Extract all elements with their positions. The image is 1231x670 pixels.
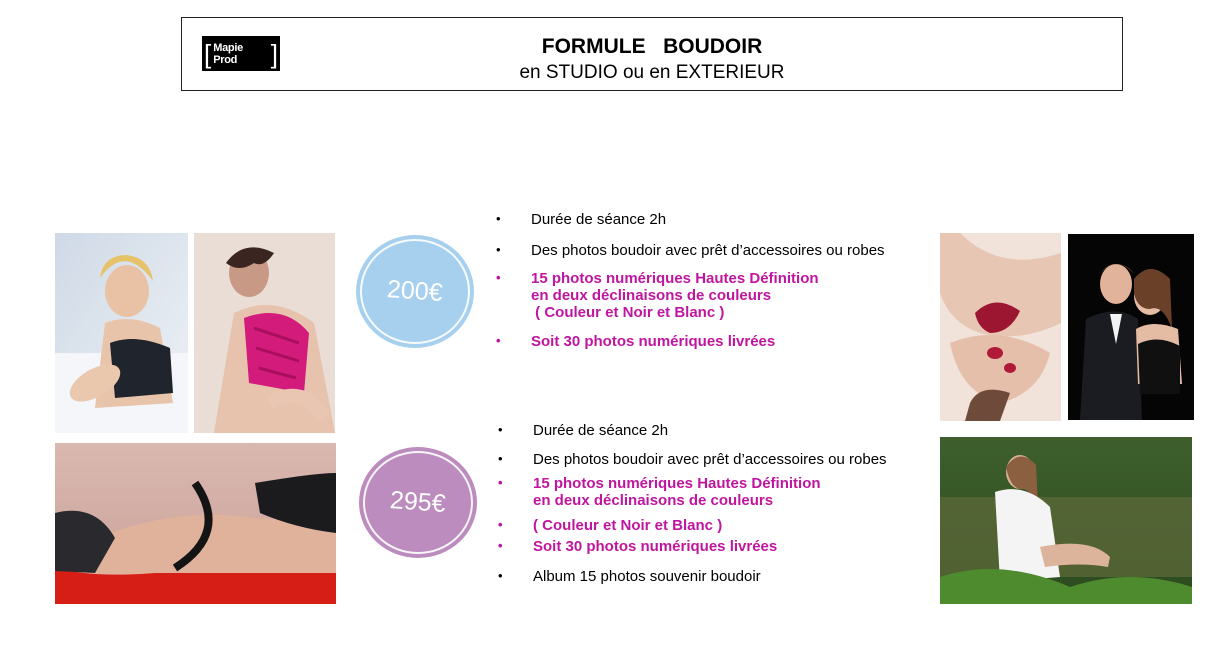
feature-item: • Durée de séance 2h [496, 211, 667, 228]
price-label: 200€ [386, 275, 444, 307]
logo-text: Mapie Prod [213, 41, 243, 66]
feature-item: • Durée de séance 2h [498, 422, 669, 439]
feature-item: • Album 15 photos souvenir boudoir [498, 568, 761, 585]
price-label: 295€ [389, 486, 447, 518]
header-box [181, 17, 1123, 91]
feature-item: • Des photos boudoir avec prêt d’accessoires ou robes [496, 242, 885, 259]
page-title: FORMULE BOUDOIR [541, 35, 763, 58]
photo-pink-corset [194, 233, 335, 433]
feature-item: • 15 photos numériques Hautes Définition en deux déclinaisons de couleurs ( Couleur et Noir et Blanc ) [496, 270, 819, 321]
price-circle-295 [359, 447, 477, 558]
page-subtitle: en STUDIO ou en EXTERIEUR [519, 62, 785, 83]
feature-item: • ( Couleur et Noir et Blanc ) [498, 517, 723, 534]
photo-stockings-red [55, 443, 336, 604]
photo-blonde-lingerie [55, 233, 188, 433]
mapie-prod-logo: [ Mapie Prod ] [202, 36, 280, 71]
photo-river-shirt [940, 437, 1192, 604]
feature-item: • Soit 30 photos numériques livrées [498, 538, 778, 555]
feature-item: • Des photos boudoir avec prêt d’accessoires ou robes [498, 451, 887, 468]
feature-item: • 15 photos numériques Hautes Définition en deux déclinaisons de couleurs [498, 475, 821, 509]
photo-rose-petals [940, 233, 1061, 421]
price-circle-200 [356, 235, 474, 348]
photo-couple-mask [1068, 234, 1194, 420]
feature-item: • Soit 30 photos numériques livrées [496, 333, 776, 350]
